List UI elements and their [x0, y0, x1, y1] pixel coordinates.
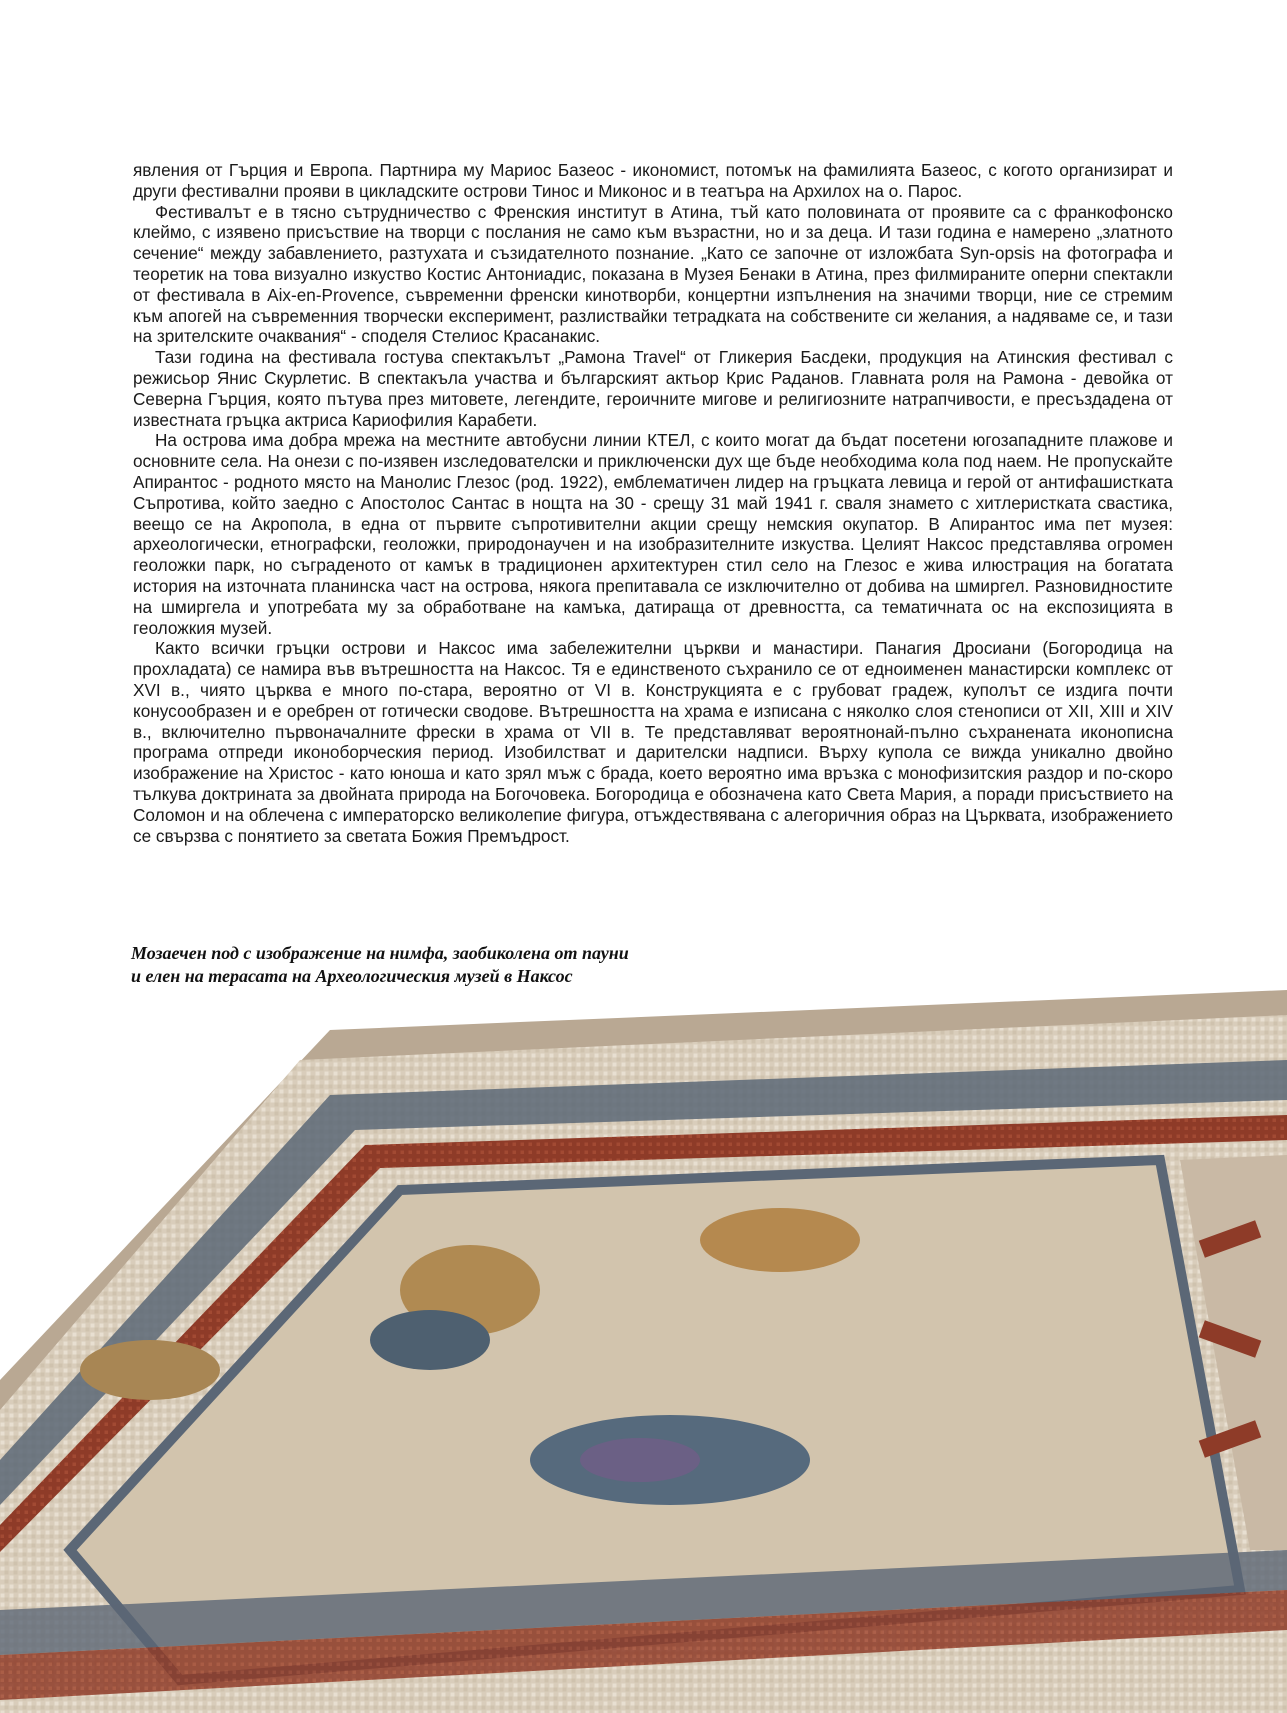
mosaic-image	[0, 990, 1287, 1713]
caption-line: и елен на терасата на Археологическия музей в Наксос	[131, 966, 573, 986]
article-paragraph: явления от Гърция и Европа. Партнира му Мариос Базеос - икономист, потомък на фамилията Базеос, с когото организират и други фестивални прояви в цикладските острови Тинос и Миконос и в театъра на Архилох на о. Парос.	[133, 160, 1173, 201]
article-paragraph: Фестивалът е в тясно сътрудничество с Френския институт в Атина, тъй като половината от проявите са с франкофонско клеймо, с изявено присъствие на творци с послания не само към възрастни, но и за деца. И тази година е намерено „златното сечение“ между забавлението, разтухата и съзидателното познание. „Като се започне от изложбата Syn-opsis на фотографа и теоретик на това визуално изкуство Костис Антониадис, показана в Музея Бенаки в Атина, през филмираните оперни спектакли от фестивала в Aix-en-Provence, съвременни френски кинотворби, концертни изпълнения на значими творци, ние се стремим към апогей на съвременния творчески експеримент, разлиствайки тетрадката на собствените си желания, а надяваме се, и тази на зрителските очаквания“ - споделя Стелиос Красанакис.	[133, 201, 1173, 347]
article-paragraph: Както всички гръцки острови и Наксос има забележителни църкви и манастири. Панагия Дросиани (Богородица на прохладата) се намира във вътрешността на Наксос. Тя е единственото съхранило се от едноименен манастирски комплекс от XVI в., чиято църква е много по-стара, вероятно от VI в. Конструкцията е с грубоват градеж, куполът се издига почти конусообразен и е оребрен от готически сводове. Вътрешността на храма е изписана с няколко слоя стенописи от XII, XIII и XIV в., включително първоначалните фрески в храма от VII в. Те представляват вероятнонай-пълно съхранената иконописна програма отпреди иконоборческия период. Изобилстват и дарителски надписи. Върху купола се вижда уникално двойно изображение на Христос - като юноша и като зрял мъж с брада, което вероятно има връзка с монофизитския раздор и по-скоро тълкува доктрината за двойната природа на Богочовека. Богородица е обозначена като Света Мария, а поради присъствието на Соломон и на облечена с императорско великолепие фигура, отъждествявана с алегоричния образ на Църквата, изображението се свързва с понятието за светата Божия Премъдрост.	[133, 638, 1173, 846]
article-paragraph: Тази година на фестивала гостува спектакълът „Рамона Travel“ от Гликерия Басдеки, продукция на Атинския фестивал с режисьор Янис Скурлетис. В спектакъла участва и българският актьор Крис Раданов. Главната роля на Рамона - девойка от Северна Гърция, която пътува през митовете, легендите, героичните мигове и религиозните натрапчивости, е пресъздадена от известната гръцка актриса Кариофилия Карабети.	[133, 347, 1173, 430]
caption-line: Мозаечен под с изображение на нимфа, заобиколена от пауни	[131, 943, 629, 963]
article-paragraph: На острова има добра мрежа на местните автобусни линии КТЕЛ, с които могат да бъдат посетени югозападните плажове и основните села. На онези с по-изявен изследователски и приключенски дух ще бъде необходима кола под наем. Не пропускайте Апирантос - родното място на Манолис Глезос (род. 1922), емблематичен лидер на гръцката левица и герой от антифашистката Съпротива, който заедно с Апостолос Сантас в нощта на 30 - срещу 31 май 1941 г. сваля знамето с хитлеристката свастика, веещо се на Акропола, в една от първите съпротивителни акции срещу немския окупатор. В Апирантос има пет музея: археологически, етнографски, геоложки, природонаучен и на изобразителните изкуства. Целият Наксос представлява огромен геоложки парк, но съграденото от камък в традиционен архитектурен стил село на Глезос е жива илюстрация на богатата история на източната планинска част на острова, някога препитавала се изключително от добива на шмиргел. Разновидностите на шмиргела и употребата му за обработване на камъка, датираща от древността, са тематичната ос на експозицията в геоложкия музей.	[133, 430, 1173, 638]
mosaic-photo	[0, 990, 1287, 1713]
article-body	[133, 160, 1173, 846]
